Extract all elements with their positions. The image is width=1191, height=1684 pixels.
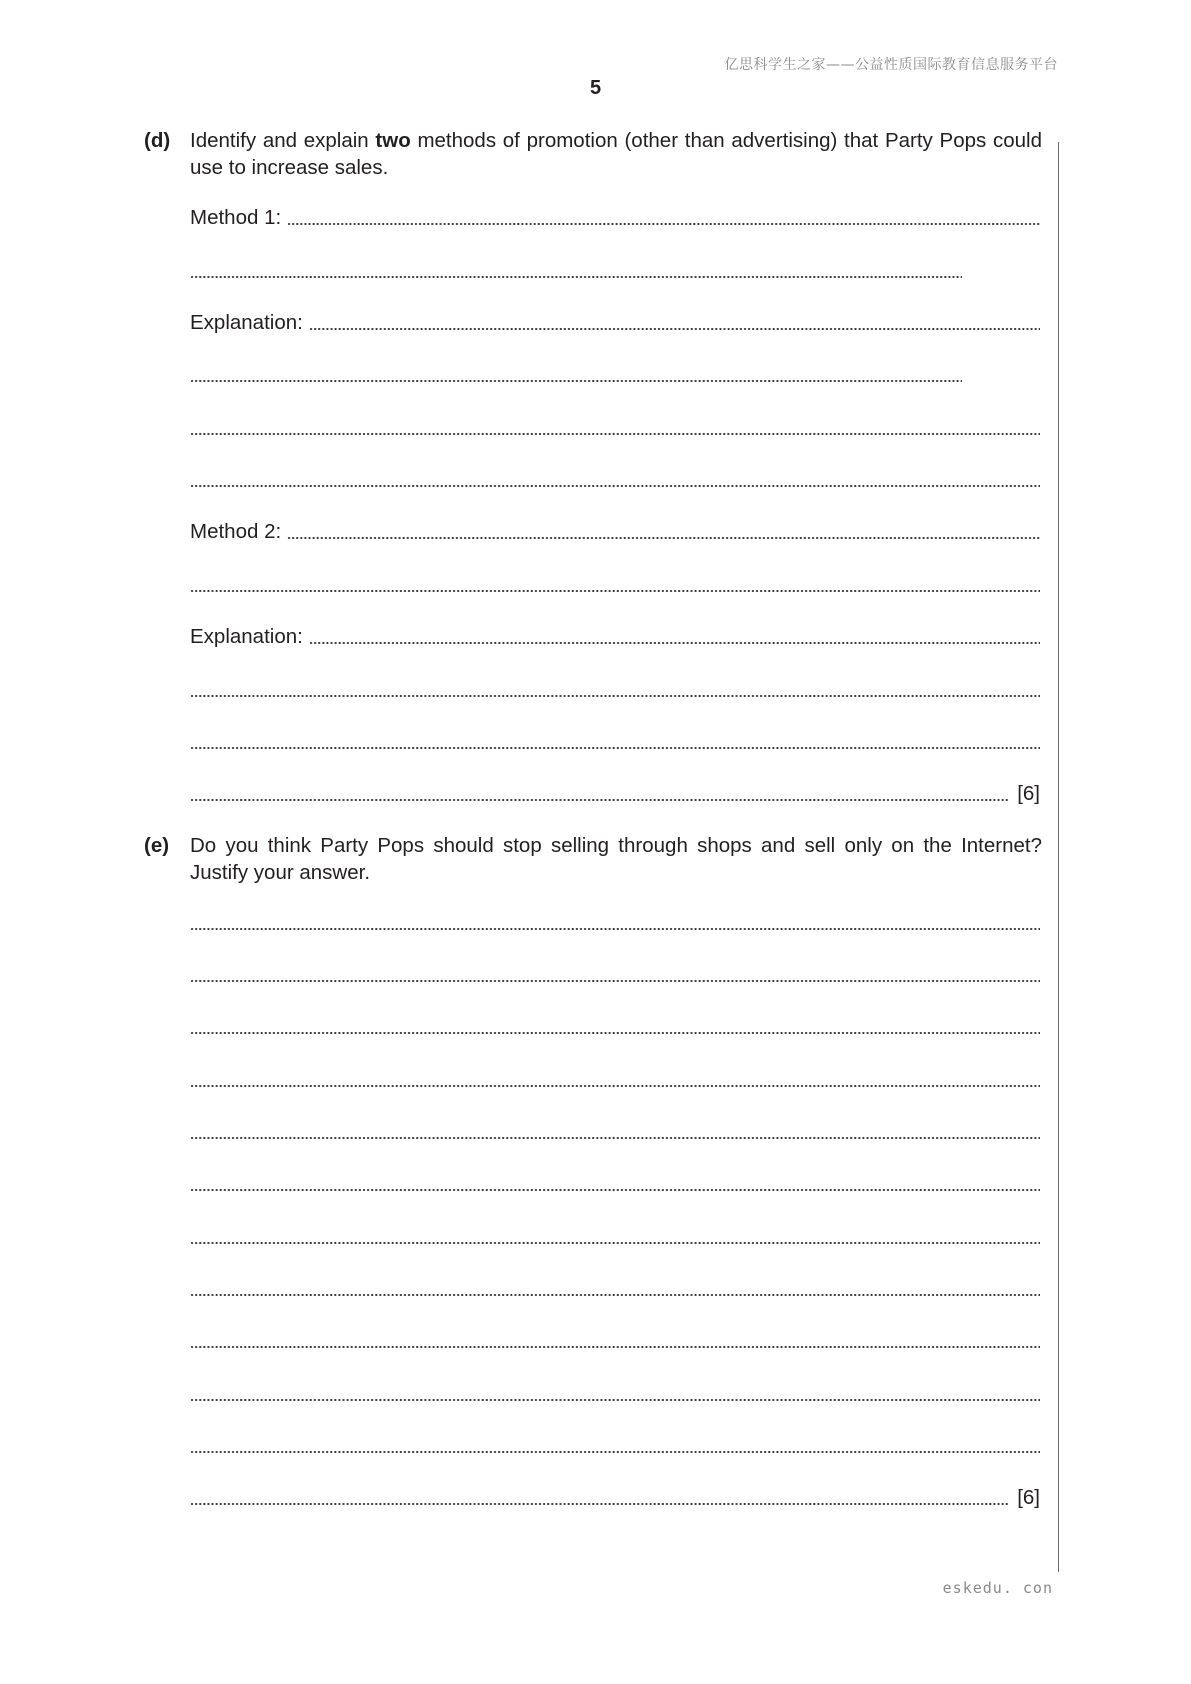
answer-line-e-11[interactable] [190,1433,1040,1459]
dotted-line [287,222,1040,226]
question-d-text-bold: two [375,129,411,152]
answer-line-e-4[interactable] [190,1067,1040,1093]
question-e-text: Do you think Party Pops should stop selling through shops and sell only on the Internet? Justify your answer. [190,834,1042,884]
dotted-line [190,979,1040,983]
answer-line-e-10[interactable] [190,1381,1040,1407]
answer-line-e-7[interactable] [190,1224,1040,1250]
answer-line-d-method2[interactable] [190,519,1040,545]
answer-line-d-explanation2-cont2[interactable] [190,729,1040,755]
question-d-text-before: Identify and explain [190,129,376,152]
dotted-line [190,1502,1009,1506]
dotted-line [190,275,962,279]
answer-line-d-explanation2[interactable] [190,624,1040,650]
dotted-line [190,1345,1040,1349]
dotted-line [190,1293,1040,1297]
answer-line-e-6[interactable] [190,1171,1040,1197]
header-watermark: 亿思科学生之家——公益性质国际教育信息服务平台 [724,57,1058,73]
dotted-line [287,536,1040,540]
answer-line-d-explanation1-cont3[interactable] [190,467,1040,493]
answer-line-e-3[interactable] [190,1014,1040,1040]
dotted-line [190,1136,1040,1140]
marks-e: [6] [1017,1486,1040,1509]
answer-line-d-method2-cont[interactable] [190,572,1040,598]
answer-line-d-explanation2-cont[interactable] [190,677,1040,703]
footer-watermark: eskedu. con [942,1579,1053,1597]
dotted-line [190,379,962,383]
answer-line-e-5[interactable] [190,1119,1040,1145]
marks-d: [6] [1017,782,1040,805]
dotted-line [190,1188,1040,1192]
answer-line-e-1[interactable] [190,910,1040,936]
dotted-line [190,1398,1040,1402]
dotted-line [190,484,1040,488]
answer-line-e-8[interactable] [190,1276,1040,1302]
dotted-line [190,798,1009,802]
dotted-line [309,327,1040,331]
question-d-label: (d) [144,129,171,152]
dotted-line [190,1450,1040,1454]
margin-rule [1058,142,1059,1572]
answer-line-e-9[interactable] [190,1328,1040,1354]
question-e-label: (e) [144,834,170,857]
page-number: 5 [589,77,602,99]
method2-label: Method 2: [190,520,282,543]
dotted-line [190,1031,1040,1035]
answer-line-d-explanation1-cont[interactable] [190,362,1040,388]
answer-line-e-final[interactable] [190,1485,1040,1511]
dotted-line [190,1084,1040,1088]
explanation1-label: Explanation: [190,311,303,334]
dotted-line [309,641,1040,645]
question-d-text-after: methods of promotion (other than advertising) that Party Pops could use to increase sales. [190,129,1042,179]
question-d-text [190,127,1042,181]
dotted-line [190,694,1040,698]
dotted-line [190,589,1040,593]
answer-line-d-explanation1-cont2[interactable] [190,415,1040,441]
answer-line-e-2[interactable] [190,962,1040,988]
dotted-line [190,927,1040,931]
method1-label: Method 1: [190,206,282,229]
answer-line-d-final[interactable] [190,781,1040,807]
dotted-line [190,1241,1040,1245]
dotted-line [190,432,1040,436]
answer-line-d-method1-cont[interactable] [190,258,1040,284]
dotted-line [190,746,1040,750]
answer-line-d-method1[interactable] [190,205,1040,231]
explanation2-label: Explanation: [190,625,303,648]
answer-line-d-explanation1[interactable] [190,310,1040,336]
